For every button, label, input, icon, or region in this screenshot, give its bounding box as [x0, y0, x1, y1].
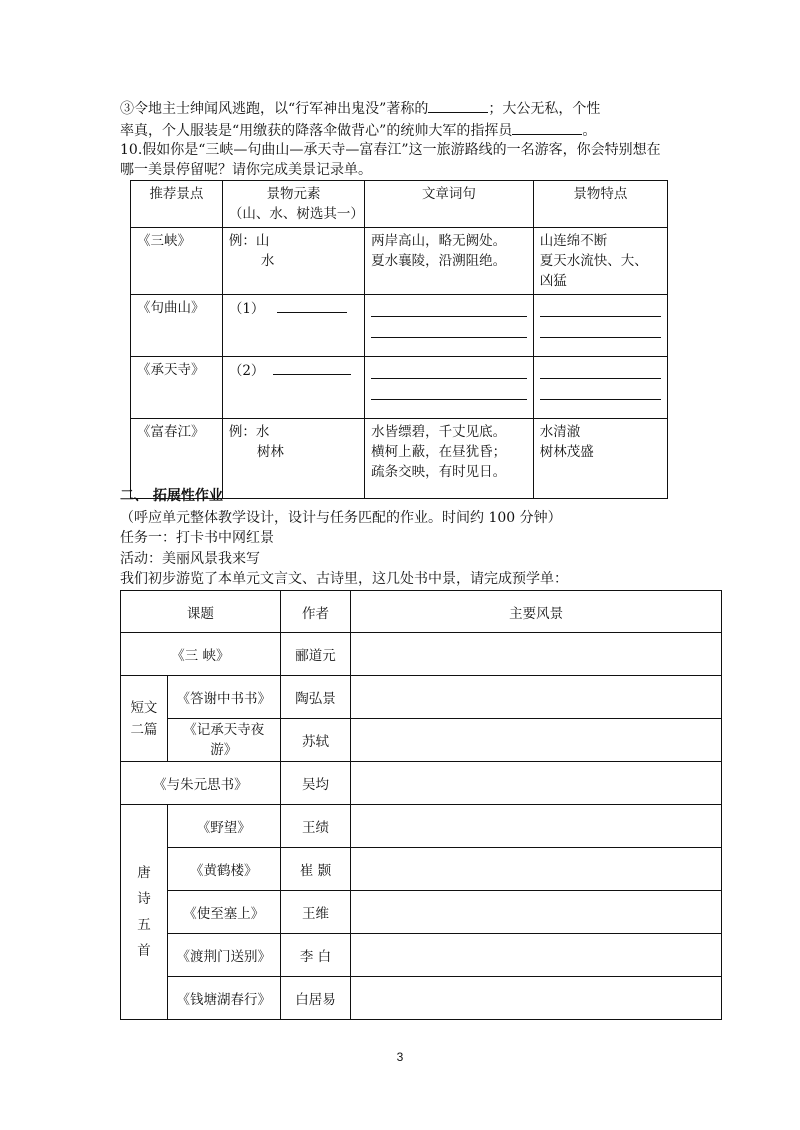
title-cell: 《三 峡》 — [121, 633, 281, 676]
answer-line[interactable] — [371, 387, 527, 400]
author-cell: 陶弘景 — [280, 676, 351, 719]
answer-line[interactable] — [540, 387, 661, 400]
feature-cell — [533, 228, 667, 295]
spot-cell: 《承天寺》 — [131, 357, 223, 419]
element-cell — [222, 295, 364, 357]
sentence-line: 横柯上蔽，在昼犹昏； — [371, 444, 507, 460]
header-element-title: 景物元素 — [266, 186, 321, 202]
element-line: 例：山 — [228, 233, 270, 249]
title-cell: 《与朱元思书》 — [121, 762, 281, 805]
sentence-cell — [365, 228, 534, 295]
feature-line: 凶猛 — [539, 273, 567, 289]
author-cell: 崔 颢 — [280, 848, 351, 891]
table-row — [121, 805, 722, 848]
table-row — [121, 633, 722, 676]
header-feature: 景物特点 — [533, 181, 667, 228]
header-author: 作者 — [280, 591, 351, 633]
sentence-line: 疏条交映，有时见日。 — [371, 464, 507, 480]
author-cell: 吴均 — [280, 762, 351, 805]
sentence-line: 水皆缥碧，千丈见底。 — [371, 424, 507, 440]
author-cell: 郦道元 — [280, 633, 351, 676]
element-cell — [222, 228, 364, 295]
scenery-input-cell[interactable] — [351, 977, 722, 1020]
q9-text-d: 。 — [582, 123, 597, 139]
group-text: 唐诗五首 — [137, 865, 151, 959]
header-sentence: 文章词句 — [365, 181, 534, 228]
page-number: 3 — [396, 1050, 404, 1064]
table-row — [121, 934, 722, 977]
scenery-input-cell[interactable] — [351, 633, 722, 676]
feature-cell — [533, 295, 667, 357]
table-row — [131, 228, 668, 295]
q9-text-a: ③令地主士绅闻风逃跑，以“行军神出鬼没”著称的 — [120, 101, 429, 117]
title-cell: 《使至塞上》 — [167, 891, 280, 934]
q9-line-2 — [120, 120, 690, 141]
answer-line[interactable] — [540, 304, 661, 317]
activity-line: 活动：美丽风景我来写 — [120, 551, 260, 567]
title-cell: 《野望》 — [167, 805, 280, 848]
table-row — [131, 357, 668, 419]
sentence-cell — [365, 295, 534, 357]
answer-line[interactable] — [540, 325, 661, 338]
table-row — [121, 676, 722, 719]
section-note: （呼应单元整体教学设计，设计与任务匹配的作业。时间约 100 分钟） — [120, 510, 562, 526]
q9-line-1 — [120, 98, 690, 119]
task-line: 任务一：打卡书中网红景 — [120, 530, 274, 546]
table-row — [121, 848, 722, 891]
q9-text-c: 率真，个人服装是“用缴获的降落伞做背心”的统帅大军的指挥员 — [120, 123, 513, 139]
sentence-line: 夏水襄陵，沿溯阻绝。 — [371, 253, 507, 269]
answer-blank[interactable] — [277, 298, 347, 313]
answer-blank[interactable] — [428, 98, 488, 113]
scenic-record-table — [130, 180, 668, 499]
element-line: 水 — [260, 253, 275, 269]
q10-line-1: 10.假如你是“三峡—句曲山—承天寺—富春江”这一旅游路线的一名游客，你会特别想在 — [120, 142, 661, 158]
header-element — [222, 181, 364, 228]
title-cell — [167, 719, 280, 762]
element-line: （2） — [228, 363, 265, 379]
scenery-input-cell[interactable] — [351, 891, 722, 934]
group-label-tang — [121, 805, 168, 1020]
feature-line: 水清澈 — [539, 424, 581, 440]
scenery-input-cell[interactable] — [351, 676, 722, 719]
answer-blank[interactable] — [512, 120, 582, 135]
scenery-input-cell[interactable] — [351, 762, 722, 805]
feature-cell — [533, 357, 667, 419]
feature-line: 山连绵不断 — [539, 233, 608, 249]
answer-line[interactable] — [371, 304, 527, 317]
answer-line[interactable] — [371, 366, 527, 379]
scenery-input-cell[interactable] — [351, 934, 722, 977]
prestudy-table — [120, 590, 722, 1020]
element-cell — [222, 357, 364, 419]
element-line: 树林 — [256, 444, 284, 460]
feature-line: 夏天水流快、大、 — [539, 253, 648, 269]
table-row — [121, 762, 722, 805]
author-cell: 王维 — [280, 891, 351, 934]
sentence-line: 两岸高山，略无阙处。 — [371, 233, 507, 249]
title-text: 《记承天寺夜游》 — [183, 722, 265, 758]
group-text: 短文二篇 — [130, 699, 158, 738]
author-cell: 李 白 — [280, 934, 351, 977]
header-spot: 推荐景点 — [131, 181, 223, 228]
author-cell: 苏轼 — [280, 719, 351, 762]
answer-blank[interactable] — [273, 360, 351, 375]
title-cell: 《渡荆门送别》 — [167, 934, 280, 977]
intro-line: 我们初步游览了本单元文言文、古诗里，这几处书中景，请完成预学单： — [120, 571, 568, 587]
q10-line-2: 哪一美景停留呢？请你完成美景记录单。 — [120, 162, 372, 178]
title-cell: 《钱塘湖春行》 — [167, 977, 280, 1020]
answer-line[interactable] — [540, 366, 661, 379]
table-row — [121, 891, 722, 934]
scenery-input-cell[interactable] — [351, 719, 722, 762]
table-row — [121, 719, 722, 762]
group-label-short — [121, 676, 168, 762]
table-row — [131, 295, 668, 357]
answer-line[interactable] — [371, 325, 527, 338]
spot-cell: 《富春江》 — [131, 419, 223, 499]
table-row — [121, 977, 722, 1020]
header-title: 课题 — [121, 591, 281, 633]
scenery-input-cell[interactable] — [351, 848, 722, 891]
spot-cell: 《句曲山》 — [131, 295, 223, 357]
header-element-note: （山、水、树选其一） — [228, 206, 364, 222]
author-cell: 白居易 — [280, 977, 351, 1020]
header-scenery: 主要风景 — [351, 591, 722, 633]
scenery-input-cell[interactable] — [351, 805, 722, 848]
feature-line: 树林茂盛 — [539, 444, 594, 460]
section-title: 二、 拓展性作业 — [120, 488, 223, 504]
author-cell: 王绩 — [280, 805, 351, 848]
element-line: （1） — [228, 301, 265, 317]
q9-text-b: ；大公无私，个性 — [488, 101, 601, 117]
element-line: 例：水 — [228, 424, 270, 440]
sentence-cell — [365, 357, 534, 419]
title-cell: 《答谢中书书》 — [167, 676, 280, 719]
title-cell: 《黄鹤楼》 — [167, 848, 280, 891]
spot-cell: 《三峡》 — [131, 228, 223, 295]
